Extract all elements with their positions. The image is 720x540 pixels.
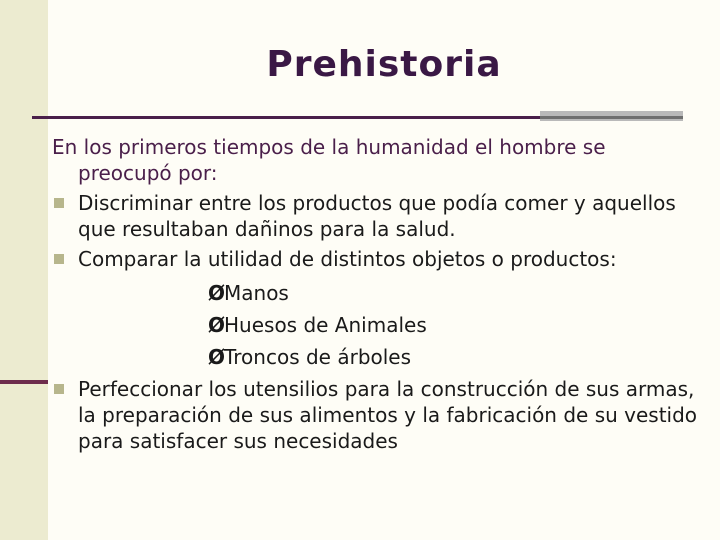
- arrow-marker-icon: Ø: [208, 345, 226, 369]
- square-bullet-icon: [54, 254, 64, 264]
- slide-body: [52, 134, 702, 454]
- square-bullet-icon: [54, 384, 64, 394]
- bullet-item: [52, 376, 702, 454]
- sub-item: [52, 280, 702, 306]
- left-band: [0, 0, 48, 540]
- arrow-marker-icon: Ø: [208, 313, 226, 337]
- square-bullet-icon: [54, 198, 64, 208]
- sub-item-text: Manos: [224, 281, 289, 305]
- slide-title: Prehistoria: [266, 44, 502, 85]
- sub-item-text: Troncos de árboles: [224, 345, 412, 369]
- sub-item: [52, 344, 702, 370]
- arrow-marker-icon: Ø: [208, 281, 226, 305]
- bullet-item: [52, 190, 702, 242]
- intro-text: En los primeros tiempos de la humanidad el hombre se preocupó por:: [52, 135, 606, 185]
- bullet-text: Discriminar entre los productos que podía comer y aquellos que resultaban dañinos para la salud.: [78, 191, 676, 241]
- title-rule-end: [540, 116, 683, 119]
- sub-item: [52, 312, 702, 338]
- bullet-text: Comparar la utilidad de distintos objetos o productos:: [78, 247, 617, 271]
- bullet-item: [52, 246, 702, 272]
- title-rule: [32, 116, 540, 119]
- left-band-accent: [0, 380, 48, 384]
- bullet-text: Perfeccionar los utensilios para la construcción de sus armas, la preparación de sus alimentos y la fabricación de su vestido para satisfacer sus necesidades: [78, 377, 698, 453]
- sub-item-text: Huesos de Animales: [224, 313, 427, 337]
